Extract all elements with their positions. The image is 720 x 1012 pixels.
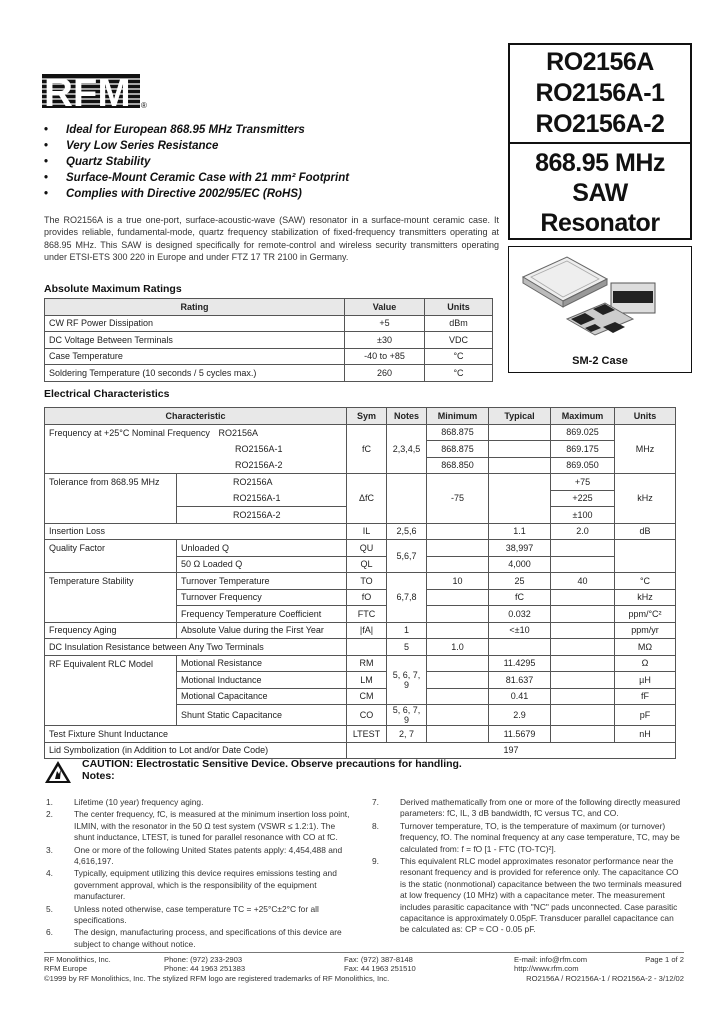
note-item [44, 845, 354, 868]
cell: 4,000 [489, 556, 551, 573]
cell: |fA| [347, 622, 387, 639]
table-row [45, 540, 676, 557]
caution-title: CAUTION: Electrostatic Sensitive Device. Observe precautions for handling. [82, 758, 462, 770]
cell: MΩ [615, 639, 676, 656]
case-top-view [523, 257, 607, 307]
fax: Fax: 44 1963 251510 [344, 964, 416, 974]
cell: 0.032 [489, 606, 551, 623]
cell: Insertion Loss [45, 523, 347, 540]
cell: 38,997 [489, 540, 551, 557]
cell: Temperature Stability [45, 573, 177, 590]
cell: CO [347, 705, 387, 726]
cell: QU [347, 540, 387, 557]
table-row [45, 726, 676, 743]
note-item [370, 856, 684, 936]
cell: 6,7,8 [387, 573, 427, 623]
cell: RO2156A-2 [45, 457, 347, 474]
note-number: 9. [372, 856, 379, 867]
note-item [44, 797, 354, 808]
table-row [45, 589, 676, 606]
intro-paragraph: The RO2156A is a true one-port, surface-acoustic-wave (SAW) resonator in a surface-mount ceramic case. It provides reliable, fundamental-mode, quartz frequency stabilization of fixed-frequency transmitters operating at 868.95 MHz. This SAW is designed specifically for remote-control and wireless security transmitters operating under ETSI-ETS 300 220 in Europe and under FTZ 17 TR 2100 in Germany. [44, 215, 499, 263]
note-item [44, 927, 354, 950]
table-row [45, 639, 676, 656]
cell: 5,6,7 [387, 540, 427, 573]
note-number: 5. [46, 903, 53, 914]
cell: pF [615, 705, 676, 726]
cell: +225 [551, 490, 615, 507]
note-number: 1. [46, 797, 53, 807]
table-row [45, 424, 676, 441]
rfm-logo-graphic [42, 70, 150, 108]
table-row [45, 332, 493, 349]
cell: Tolerance from 868.95 MHz [45, 474, 177, 491]
col-rating: Rating [45, 299, 345, 316]
package-label: SM-2 Case [572, 355, 628, 367]
part-number: RO2156A [546, 48, 654, 76]
page-number: Page 1 of 2 [645, 955, 684, 964]
cell: Absolute Value during the First Year [177, 622, 347, 639]
phone: Phone: (972) 233-2903 [164, 955, 243, 964]
table-row [45, 365, 493, 382]
cell: ΔfC [347, 474, 387, 524]
table-row [45, 474, 676, 491]
cell: RO2156A [218, 427, 258, 438]
case-side-view [611, 283, 655, 313]
col-characteristic: Characteristic [45, 408, 347, 425]
cell: CM [347, 688, 387, 705]
cell: MHz [615, 424, 676, 474]
cell: 40 [551, 573, 615, 590]
cell: Quality Factor [45, 540, 177, 557]
table-row [45, 606, 676, 623]
product-line: Resonator [540, 209, 660, 237]
note-text: Derived mathematically from one or more of the following directly measured parameters: fC, IL, 3 dB bandwidth, fC versus TC, and CO. [400, 797, 681, 819]
col-units: Units [615, 408, 676, 425]
cell: Case Temperature [45, 348, 345, 365]
cell: RO2156A-2 [177, 507, 347, 524]
cell: ±30 [345, 332, 425, 349]
cell: Motional Capacitance [177, 688, 347, 705]
cell: 10 [427, 573, 489, 590]
cell: µH [615, 672, 676, 689]
product-line: SAW [572, 179, 628, 207]
cell: 81.637 [489, 672, 551, 689]
col-typ: Typical [489, 408, 551, 425]
part-number: RO2156A-2 [535, 110, 665, 138]
phone: Phone: 44 1963 251383 [164, 964, 246, 974]
cell: 869.025 [551, 424, 615, 441]
note-text: Lifetime (10 year) frequency aging. [74, 797, 204, 807]
note-number: 2. [46, 809, 53, 820]
cell: 0.41 [489, 688, 551, 705]
cell: °C [425, 365, 493, 382]
note-text: This equivalent RLC model approximates resonator performance near the resonant frequency and is provided for reference only. The capacitance CO is the static (nonmotional) capacitance between the two terminals measured at low frequency (10 MHz) with a capacitance meter. The measurement includes parasitic capacitance with "NC" pads unconnected. Case parasitic capacitance is approximately 0.05pF. Transducer parallel capacitance can be calculated as: CP ≈ CO - 0.05 pF. [400, 856, 682, 935]
cell: RO2156A-1 [45, 441, 347, 458]
footer-line [44, 955, 684, 964]
feature-item: • Complies with Directive 2002/95/EC (RoHS) [44, 186, 349, 202]
cell: 2, 7 [387, 726, 427, 743]
cell: 25 [489, 573, 551, 590]
note-item [44, 904, 354, 927]
cell: RM [347, 655, 387, 672]
cell: 11.5679 [489, 726, 551, 743]
col-notes: Notes [387, 408, 427, 425]
cell: Soldering Temperature (10 seconds / 5 cycles max.) [45, 365, 345, 382]
cell: fC [489, 589, 551, 606]
package-illustration [509, 247, 691, 355]
table-row [45, 348, 493, 365]
product-description [510, 144, 690, 238]
cell: ppm/°C² [615, 606, 676, 623]
table-row [45, 655, 676, 672]
cell: 1 [387, 622, 427, 639]
note-number: 3. [46, 844, 53, 855]
rfm-logo [42, 70, 150, 108]
cell: kHz [615, 589, 676, 606]
cell: LM [347, 672, 387, 689]
cell: 5, 6, 7, 9 [387, 655, 427, 705]
cell: RO2156A-1 [177, 490, 347, 507]
cell: 5, 6, 7, 9 [387, 705, 427, 726]
table-row [45, 705, 676, 726]
cell: 2,5,6 [387, 523, 427, 540]
table-row [45, 622, 676, 639]
cell: Turnover Temperature [177, 573, 347, 590]
cell: dB [615, 523, 676, 540]
note-item [370, 821, 684, 855]
col-units: Units [425, 299, 493, 316]
note-number: 6. [46, 927, 53, 938]
doc-id: RO2156A / RO2156A-1 / RO2156A-2 - 3/12/02 [526, 973, 684, 983]
feature-list [44, 122, 349, 202]
title-box [508, 43, 692, 240]
cell: °C [425, 348, 493, 365]
website-link[interactable]: http://www.rfm.com [514, 964, 579, 974]
cell: -40 to +85 [345, 348, 425, 365]
note-text: The design, manufacturing process, and specifications of this device are subject to change without notice. [74, 927, 342, 949]
company-name: RF Monolithics, Inc. [44, 955, 111, 964]
logo-text: RFM [44, 71, 131, 108]
footer-line [44, 974, 684, 983]
cell: 197 [347, 742, 676, 759]
cell: <±10 [489, 622, 551, 639]
table-row [45, 672, 676, 689]
table-row [45, 742, 676, 759]
table-header-row [45, 299, 493, 316]
cell: 869.050 [551, 457, 615, 474]
cell: -75 [427, 474, 489, 524]
cell: 5 [387, 639, 427, 656]
cell: 1.0 [427, 639, 489, 656]
logo-registered: ® [141, 101, 147, 108]
cell: fC [347, 424, 387, 474]
cell: Frequency Aging [45, 622, 177, 639]
feature-item: • Quartz Stability [44, 154, 349, 170]
esd-warning-icon [44, 760, 72, 784]
note-text: The center frequency, fC, is measured at the minimum insertion loss point, ILMIN, with the resonator in the 50 Ω test system (VSWR ≤ 1.2:1). The shunt inductance, LTEST, is tuned for parallel resonance with CO at fC. [74, 809, 350, 843]
abs-max-table [44, 298, 493, 382]
table-row [45, 688, 676, 705]
cell: +75 [551, 474, 615, 491]
cell: fO [347, 589, 387, 606]
cell: CW RF Power Dissipation [45, 315, 345, 332]
cell: 868.875 [427, 424, 489, 441]
cell: 1.1 [489, 523, 551, 540]
package-image [508, 246, 692, 373]
part-number: RO2156A-1 [535, 79, 665, 107]
table-row [45, 573, 676, 590]
table-header-row [45, 408, 676, 425]
cell: ppm/yr [615, 622, 676, 639]
feature-item: • Ideal for European 868.95 MHz Transmitters [44, 122, 349, 138]
cell: Test Fixture Shunt Inductance [45, 726, 347, 743]
table-row [45, 523, 676, 540]
note-text: Unless noted otherwise, case temperature TC = +25°C±2°C for all specifications. [74, 903, 319, 926]
cell: VDC [425, 332, 493, 349]
cell: TO [347, 573, 387, 590]
product-line: 868.95 MHz [535, 149, 665, 177]
cell: Motional Inductance [177, 672, 347, 689]
table-row [45, 556, 676, 573]
email-link[interactable]: E-mail: info@rfm.com [514, 955, 588, 964]
cell: °C [615, 573, 676, 590]
table-row [45, 315, 493, 332]
col-value: Value [345, 299, 425, 316]
cell: RO2156A [177, 474, 347, 491]
cell: Frequency at +25°C Nominal Frequency [49, 427, 210, 438]
cell: Shunt Static Capacitance [177, 705, 347, 726]
note-number: 4. [46, 868, 53, 879]
cell: ±100 [551, 507, 615, 524]
cell: 868.875 [427, 441, 489, 458]
elec-title: Electrical Characteristics [44, 388, 170, 400]
feature-item: • Very Low Series Resistance [44, 138, 349, 154]
cell: 260 [345, 365, 425, 382]
col-sym: Sym [347, 408, 387, 425]
cell: IL [347, 523, 387, 540]
note-item [370, 797, 684, 820]
elec-table [44, 407, 676, 759]
notes-left [44, 797, 354, 951]
note-number: 8. [372, 820, 379, 831]
fax: Fax: (972) 387-8148 [344, 955, 413, 964]
cell: 2,3,4,5 [387, 424, 427, 474]
cell: Ω [615, 655, 676, 672]
note-text: Turnover temperature, TO, is the temperature of maximum (or turnover) frequency, fO. The nominal frequency at any case temperature, TC, may be calculated from: f = fO [1 - FTC (TO-TC)²]. [400, 820, 680, 854]
cell: 2.9 [489, 705, 551, 726]
abs-max-title: Absolute Maximum Ratings [44, 283, 182, 295]
notes-title: Notes: [82, 770, 115, 782]
cell: Lid Symbolization (in Addition to Lot and/or Date Code) [45, 742, 347, 759]
caution-block [44, 758, 684, 782]
col-max: Maximum [551, 408, 615, 425]
cell: kHz [615, 474, 676, 524]
cell: DC Insulation Resistance between Any Two Terminals [45, 639, 347, 656]
cell: nH [615, 726, 676, 743]
cell: 11.4295 [489, 655, 551, 672]
cell: Motional Resistance [177, 655, 347, 672]
cell: dBm [425, 315, 493, 332]
footer-line [44, 964, 684, 973]
cell: Unloaded Q [177, 540, 347, 557]
cell: Frequency Temperature Coefficient [177, 606, 347, 623]
feature-item: • Surface-Mount Ceramic Case with 21 mm² Footprint [44, 170, 349, 186]
note-item [44, 868, 354, 902]
cell: fF [615, 688, 676, 705]
cell: RF Equivalent RLC Model [45, 655, 177, 672]
cell [427, 523, 489, 540]
cell: Turnover Frequency [177, 589, 347, 606]
part-numbers [510, 45, 690, 144]
note-text: Typically, equipment utilizing this device requires emissions testing and government approval, which is the responsibility of the equipment manufacturer. [74, 868, 337, 902]
copyright: ©1999 by RF Monolithics, Inc. The stylized RFM logo are registered trademarks of RF Monolithics, Inc. [44, 973, 390, 983]
footer [44, 952, 684, 983]
cell: 869.175 [551, 441, 615, 458]
note-item [44, 809, 354, 843]
cell: 50 Ω Loaded Q [177, 556, 347, 573]
cell: LTEST [347, 726, 387, 743]
cell: DC Voltage Between Terminals [45, 332, 345, 349]
cell: FTC [347, 606, 387, 623]
notes-right [370, 797, 684, 937]
note-text: One or more of the following United States patents apply: 4,454,488 and 4,616,197. [74, 844, 343, 867]
col-min: Minimum [427, 408, 489, 425]
cell: 2.0 [551, 523, 615, 540]
company-name: RFM Europe [44, 964, 88, 974]
cell: +5 [345, 315, 425, 332]
cell: 868.850 [427, 457, 489, 474]
note-number: 7. [372, 797, 379, 807]
cell: QL [347, 556, 387, 573]
